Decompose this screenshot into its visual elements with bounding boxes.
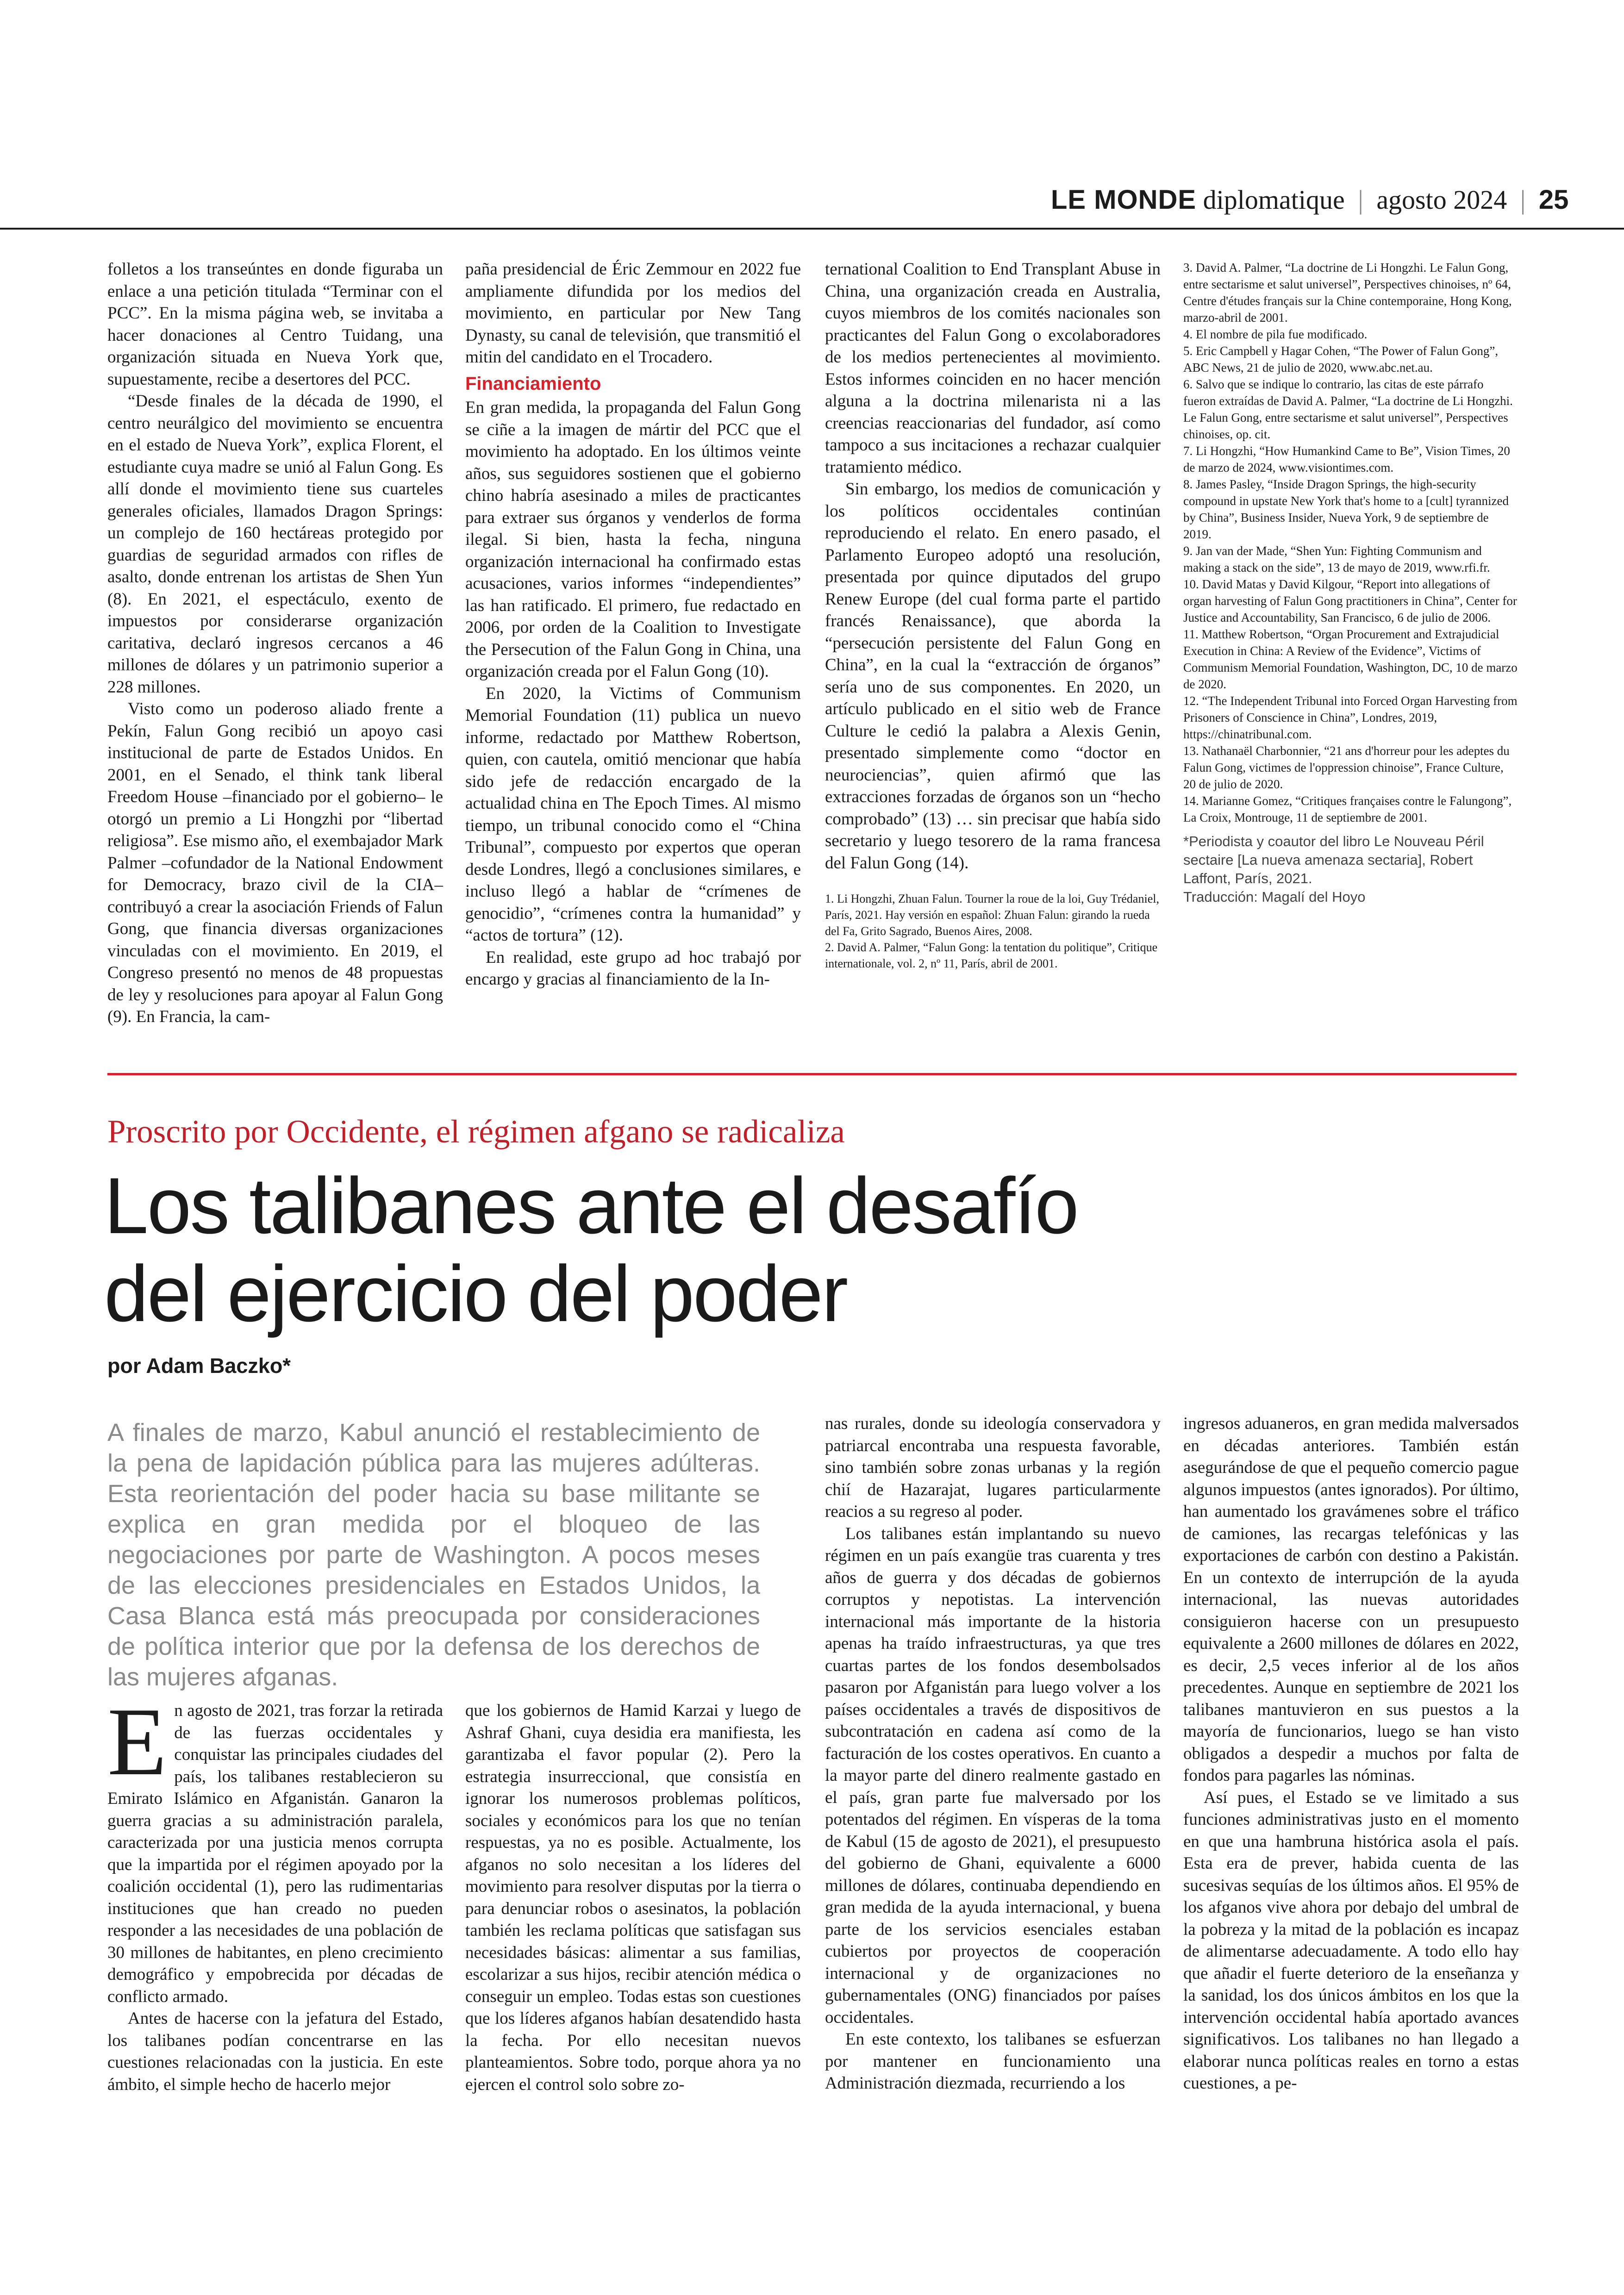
issue-date: agosto 2024 [1376, 185, 1507, 215]
title-line: Los talibanes ante el desafío [104, 1161, 1078, 1250]
paragraph: ternational Coalition to End Transplant Abuse in China, una organización creada en Australia, cuyos miembros de los comités nacionales son practicantes del Falun Gong o excolaboradores de los medios pertenecientes al movimiento. Estos informes coinciden en no hacer mención alguna a la doctrina milenarista ni a las creencias reaccionarias del fundador, así como tampoco a sus incitaciones a rechazar cualquier tratamiento médico. [825, 260, 1161, 477]
footnotes [825, 891, 1161, 972]
paragraph: Así pues, el Estado se ve limitado a sus funciones administrativas justo en el momento en que una hambruna histórica asola el país. Esta era de prever, habida cuenta de las sucesivas sequías de los últimos años. El 95% de los afganos vive ahora por debajo del umbral de la pobreza y la mitad de la población es incapaz de alimentarse adecuadamente. A todo ello hay que añadir el fuerte deterioro de la enseñanza y la sanidad, los dos únicos ámbitos en los que la intervención occidental había aportado avances significativos. Los talibanes no han llegado a elaborar nunca políticas reales en torno a estas cuestiones, a pe- [1183, 1788, 1519, 2093]
footnote: 7. Li Hongzhi, “How Humankind Came to Be”, Vision Times, 20 de marzo de 2024, www.visiontimes.com. [1183, 444, 1510, 474]
footnote: 8. James Pasley, “Inside Dragon Springs, the high-security compound in upstate New York that's home to a [cult] tyrannized by China”, Business Insider, Nueva York, 9 de septiembre de 2019. [1183, 477, 1509, 541]
footnote: 6. Salvo que se indique lo contrario, las citas de este párrafo fueron extraídas de David A. Palmer, “La doctrine de Li Hongzhi. Le Falun Gong, entre sectarisme et salut universel”, Perspectives chinoises, op. cit. [1183, 377, 1513, 441]
header-separator: | [1520, 185, 1526, 215]
brand-subtitle: diplomatique [1203, 185, 1345, 215]
top-article-column-2 [465, 258, 801, 991]
article-kicker: Proscrito por Occidente, el régimen afgano se radicaliza [107, 1114, 845, 1150]
article-column-2 [465, 1700, 801, 2095]
article-divider [107, 1073, 1517, 1075]
page-header [1051, 184, 1568, 215]
footnotes-column [1183, 259, 1519, 906]
article-column-1 [107, 1688, 443, 2095]
paragraph: que los gobiernos de Hamid Karzai y luego de Ashraf Ghani, cuya desidia era manifiesta, les garantizaba el favor popular (2). Pero la estrategia insurreccional, que consistía en ignorar los numerosos problemas políticos, sociales y económicos para los que no tenían respuestas, ya no es posible. Actualmente, los afganos no solo necesitan a los líderes del movimiento para resolver disputas por la tierra o para denunciar robos o asesinatos, la población también les reclama políticas que satisfagan sus necesidades básicas: alimentar a sus familias, escolarizar a sus hijos, recibir atención médica o conseguir un empleo. Todas estas son cuestiones que los líderes afganos habían desatendido hasta la fecha. Por ello necesitan nuevos planteamientos. Sobre todo, porque ahora ya no ejercen el control solo sobre zo- [465, 1701, 801, 2094]
header-rule [0, 228, 1624, 230]
page-number: 25 [1538, 185, 1569, 215]
paragraph: En este contexto, los talibanes se esfuerzan por mantener en funcionamiento una Administración diezmada, recurriendo a los [825, 2030, 1161, 2093]
paragraph: nas rurales, donde su ideología conservadora y patriarcal encontraba una respuesta favorable, sino también sobre zonas urbanas y la región chií de Hazarajat, lugares particularmente reacios a su regreso al poder. [825, 1414, 1161, 1521]
drop-cap: E [107, 1688, 167, 1796]
paragraph-text: n agosto de 2021, tras forzar la retirada de las fuerzas occidentales y conquistar las principales ciudades del país, los talibanes restablecieron su Emirato Islámico en Afganistán. Ganaron la guerra gracias a su administración paralela, caracterizada por una justicia menos corrupta que la impartida por el régimen apoyado por la coalición occidental (1), pero las rudimentarias instituciones que han creado no pueden responder a las necesidades de una población de 30 millones de habitantes, en pleno crecimiento demográfico y empobrecida por décadas de conflicto armado. [107, 1701, 443, 2006]
article-column-3 [825, 1413, 1161, 2095]
article-column-4 [1183, 1413, 1519, 2095]
footnote: 3. David A. Palmer, “La doctrine de Li Hongzhi. Le Falun Gong, entre sectarisme et salut universel”, Perspectives chinoises, nº 64, Centre d'études français sur la Chine contemporaine, Hong Kong, marzo-abril de 2001. [1183, 261, 1512, 324]
footnote: 10. David Matas y David Kilgour, “Report into allegations of organ harvesting of Falun Gong practitioners in China”, Center for Justice and Accountability, San Francisco, 6 de julio de 2006. [1183, 577, 1517, 624]
article-lede: A finales de marzo, Kabul anunció el restablecimiento de la pena de lapidación pública para las mujeres adúlteras. Esta reorientación del poder hacia su base militante se explica en gran medida por el bloqueo de las negociaciones por parte de Washington. A pocos meses de las elecciones presidenciales en Estados Unidos, la Casa Blanca está más preocupada por consideraciones de política interior que por la defensa de los derechos de las mujeres afganas. [107, 1419, 760, 1691]
paragraph: Los talibanes están implantando su nuevo régimen en un país exangüe tras cuarenta y tres años de guerra y dos décadas de gobiernos corruptos y nepotistas. La intervención internacional más importante de la historia apenas ha traído infraestructuras, ya que tres cuartas partes de los fondos desembolsados pasaron por Afganistán para luego volver a los países occidentales a través de dispositivos de subcontratación en cadena así como de la facturación de los costes operativos. En cuanto a la mayor parte del dinero realmente gastado en el país, gran parte fue malversado por los potentados del régimen. En vísperas de la toma de Kabul (15 de agosto de 2021), el presupuesto del gobierno de Ghani, equivalente a 6000 millones de dólares, continuaba dependiendo en gran medida de la ayuda internacional, y buena parte de los servicios esenciales estaban cubiertos por proyectos de cooperación internacional y de organizaciones no gubernamentales (ONG) financiados por países occidentales. [825, 1524, 1161, 2027]
translation-credit: Traducción: Magalí del Hoyo [1183, 889, 1366, 905]
paragraph: Antes de hacerse con la jefatura del Estado, los talibanes podían concentrarse en las cuestiones relacionadas con la justicia. En este ámbito, el simple hecho de hacerlo mejor [107, 2009, 443, 2094]
footnote: 11. Matthew Robertson, “Organ Procurement and Extrajudicial Execution in China: A Review of the Evidence”, Victims of Communism Memorial Foundation, Washington, DC, 10 de marzo de 2020. [1183, 627, 1518, 691]
header-separator: | [1358, 185, 1363, 215]
paragraph: folletos a los transeúntes en donde figuraba un enlace a una petición titulada “Terminar con el PCC”. En la misma página web, se invitaba a hacer donaciones al Centro Tuidang, una organización situada en Nueva York que, supuestamente, recibe a desertores del PCC. [107, 260, 443, 389]
article-title [104, 1162, 1447, 1338]
footnote: 4. El nombre de pila fue modificado. [1183, 327, 1368, 341]
paragraph: “Desde finales de la década de 1990, el centro neurálgico del movimiento se encuentra en el estado de Nueva York”, explica Florent, el estudiante cuya madre se unió al Falun Gong. Es allí donde el movimiento tiene sus cuarteles generales oficiales, llamados Dragon Springs: un complejo de 160 hectáreas protegido por guardias de seguridad armados con rifles de asalto, donde entrenan los artistas de Shen Yun (8). En 2021, el espectáculo, exento de impuestos por considerarse organización caritativa, declaró ingresos cercanos a 46 millones de dólares y un patrimonio superior a 228 millones. [107, 392, 443, 697]
footnote: 1. Li Hongzhi, Zhuan Falun. Tourner la roue de la loi, Guy Trédaniel, París, 2021. Hay versión en español: Zhuan Falun: girando la rueda del Fa, Grito Sagrado, Buenos Aires, 2008. [825, 892, 1159, 938]
paragraph: paña presidencial de Éric Zemmour en 2022 fue ampliamente difundida por los medios del movimiento, en particular por New Tang Dynasty, su canal de televisión, que transmitió el mitin del candidato en el Trocadero. [465, 260, 801, 367]
footnote: 13. Nathanaël Charbonnier, “21 ans d'horreur pour les adeptes du Falun Gong, victimes de l'oppression chinoise”, France Culture, 20 de julio de 2020. [1183, 744, 1510, 791]
top-article-column-1 [107, 258, 443, 1028]
section-subheading: Financiamiento [465, 373, 601, 394]
footnote: 14. Marianne Gomez, “Critiques françaises contre le Falungong”, La Croix, Montrouge, 11 de septiembre de 2001. [1183, 794, 1512, 824]
paragraph: Visto como un poderoso aliado frente a Pekín, Falun Gong recibió un apoyo casi institucional de parte de Estados Unidos. En 2001, en el Senado, el think tank liberal Freedom House –financiado por el gobierno– le otorgó un premio a Li Hongzhi por “libertad religiosa”. Ese mismo año, el exembajador Mark Palmer –cofundador de la National Endowment for Democracy, brazo civil de la CIA– contribuyó a crear la asociación Friends of Falun Gong, que financia diversas organizaciones vinculadas con el movimiento. En 2019, el Congreso presentó no menos de 48 propuestas de ley y resoluciones para apoyar al Falun Gong (9). En Francia, la cam- [107, 699, 443, 1026]
footnote: 2. David A. Palmer, “Falun Gong: la tentation du politique”, Critique internationale, vol. 2, nº 11, París, abril de 2001. [825, 941, 1158, 970]
paragraph: ingresos aduaneros, en gran medida malversados en décadas anteriores. También están asegurándose de que el pequeño comercio pague algunos impuestos (antes ignorados). Por último, han aumentado los gravámenes sobre el tráfico de camiones, las recargas telefónicas y las exportaciones de carbón con destino a Pakistán. En un contexto de interrupción de la ayuda internacional, las nuevas autoridades consiguieron hacerse con un presupuesto equivalente a 2600 millones de dólares en 2022, es decir, 2,5 veces inferior al de los años precedentes. Aunque en septiembre de 2021 los talibanes mantuvieron en sus puestos a la mayoría de funcionarios, luego se han visto obligados a despedir a muchos por falta de fondos para pagarles las nóminas. [1183, 1414, 1519, 1785]
author-credit: *Periodista y coautor del libro Le Nouveau Péril sectaire [La nueva amenaza sectaria], Robert Laffont, París, 2021. [1183, 833, 1484, 886]
paragraph: En gran medida, la propaganda del Falun Gong se ciñe a la imagen de mártir del PCC que el movimiento ha adoptado. En los últimos veinte años, sus seguidores sostienen que el gobierno chino habría asesinado a miles de practicantes para extraer sus órganos y venderlos de forma ilegal. Si bien, hasta la fecha, ninguna organización internacional ha confirmado estas acusaciones, varios informes “independientes” las han ratificado. El primero, fue redactado en 2006, por orden de la Coalition to Investigate the Persecution of the Falun Gong in China, una organización creada por el Falun Gong (10). [465, 398, 801, 681]
footnote: 9. Jan van der Made, “Shen Yun: Fighting Communism and making a stack on the side”, 13 de mayo de 2019, www.rfi.fr. [1183, 544, 1490, 574]
title-line: del ejercicio del poder [104, 1249, 847, 1338]
byline: por Adam Baczko* [107, 1354, 291, 1378]
footnote: 12. “The Independent Tribunal into Forced Organ Harvesting from Prisoners of Conscience in China”, Londres, 2019, https://chinatribunal.com. [1183, 694, 1518, 741]
paragraph: En 2020, la Victims of Communism Memorial Foundation (11) publica un nuevo informe, redactado por Matthew Robertson, quien, con cautela, omitió mencionar que había sido jefe de redacción encargado de la actualidad china en The Epoch Times. Al mismo tiempo, un tribunal conocido como el “China Tribunal”, compuesto por expertos que operan desde Londres, llegó a conclusiones similares, e incluso llegó a hablar de “crímenes de genocidio”, “crímenes contra la humanidad” y “actos de tortura” (12). [465, 684, 801, 945]
brand-name: LE MONDE [1051, 185, 1197, 215]
top-article-column-3 [825, 258, 1161, 972]
paragraph: En realidad, este grupo ad hoc trabajó por encargo y gracias al financiamiento de la In- [465, 948, 801, 989]
paragraph: Sin embargo, los medios de comunicación y los políticos occidentales continúan reproduciendo el relato. En enero pasado, el Parlamento Europeo adoptó una resolución, presentada por quince diputados del grupo Renew Europe (del cual forma parte el partido francés Renaissance), que aborda la “persecución persistente del Falun Gong en China”, en la cual la “extracción de órganos” sería uno de sus componentes. En 2020, un artículo publicado en el sitio web de France Culture le cedió la palabra a Alexis Genin, presentado simplemente como “doctor en neurociencias”, quien afirmó que las extracciones forzadas de órganos son un “hecho comprobado” (13) … sin precisar que había sido secretario y luego tesorero de la rama francesa del Falun Gong (14). [825, 480, 1161, 873]
paragraph [107, 1688, 443, 2008]
footnote: 5. Eric Campbell y Hagar Cohen, “The Power of Falun Gong”, ABC News, 21 de julio de 2020, www.abc.net.au. [1183, 344, 1499, 374]
